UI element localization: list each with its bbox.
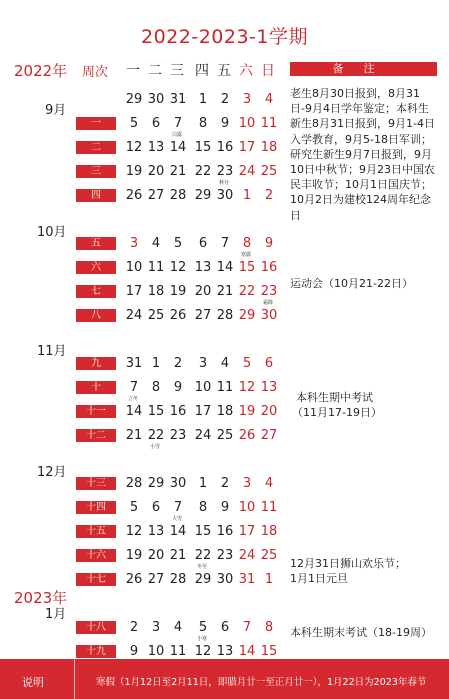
day-cell: 21: [216, 284, 234, 299]
week-column-header: 周次: [82, 65, 109, 80]
day-cell: 25: [260, 164, 278, 179]
day-cell: 28: [125, 476, 143, 491]
solar-term-label: 大雪: [171, 516, 182, 522]
day-cell: 10: [194, 380, 212, 395]
day-cell: 23: [169, 428, 187, 443]
note-december-line1: 12月31日狮山欢乐节；: [290, 557, 406, 570]
year-label-2022: 2022年: [14, 62, 68, 80]
week-number-badge: 九: [76, 357, 116, 370]
week-number-badge: 十九: [76, 645, 116, 658]
day-cell: 25: [147, 308, 165, 323]
day-cell: 6: [198, 236, 208, 251]
day-cell: 26: [238, 428, 256, 443]
day-cell: 9: [220, 116, 230, 131]
day-cell: 18: [147, 284, 165, 299]
day-cell: 15: [238, 260, 256, 275]
day-cell: 30: [147, 92, 165, 107]
footer-text: 寒假（1月12日至2月11日，即腊月廿一至正月廿一），1月22日为2023年春节: [96, 677, 427, 688]
day-cell: 26: [169, 308, 187, 323]
footer-divider: [74, 659, 75, 699]
day-cell: 15: [194, 140, 212, 155]
day-cell: 6: [151, 500, 161, 515]
day-cell: 28: [169, 188, 187, 203]
weekday-tue: 二: [148, 63, 162, 79]
day-cell: 6: [151, 116, 161, 131]
day-cell: 3: [198, 356, 208, 371]
month-label-oct: 10月: [37, 225, 67, 240]
day-cell: 3: [242, 92, 252, 107]
week-number-badge: 十一: [76, 405, 116, 418]
day-cell: 31: [238, 572, 256, 587]
day-cell: 22: [238, 284, 256, 299]
day-cell: 2: [129, 620, 139, 635]
weekday-wed: 三: [170, 63, 184, 79]
page-title: 2022-2023-1学期: [140, 26, 308, 48]
solar-term-label: 小寒: [196, 636, 207, 642]
day-cell: 2: [173, 356, 183, 371]
day-cell: 4: [264, 476, 274, 491]
day-cell: 31: [125, 356, 143, 371]
day-cell: 14: [125, 404, 143, 419]
day-cell: 9: [129, 644, 139, 659]
day-cell: 10: [238, 500, 256, 515]
day-cell: 26: [125, 572, 143, 587]
year-label-2023: 2023年: [14, 589, 68, 607]
day-cell: 14: [238, 644, 256, 659]
day-cell: 7: [173, 500, 183, 515]
month-label-jan: 1月: [45, 607, 67, 622]
day-cell: 29: [238, 308, 256, 323]
week-number-badge: 十三: [76, 477, 116, 490]
day-cell: 24: [194, 428, 212, 443]
day-cell: 6: [220, 620, 230, 635]
day-cell: 14: [169, 524, 187, 539]
weekday-sat: 六: [239, 63, 253, 79]
day-cell: 21: [169, 548, 187, 563]
day-cell: 7: [173, 116, 183, 131]
day-cell: 31: [169, 92, 187, 107]
day-cell: 11: [216, 380, 234, 395]
day-cell: 12: [238, 380, 256, 395]
day-cell: 11: [260, 116, 278, 131]
week-number-badge: 十四: [76, 501, 116, 514]
day-cell: 7: [129, 380, 139, 395]
day-cell: 2: [220, 476, 230, 491]
solar-term-label: 寒露: [240, 252, 251, 258]
day-cell: 12: [194, 644, 212, 659]
day-cell: 11: [260, 500, 278, 515]
day-cell: 5: [242, 356, 252, 371]
day-cell: 27: [147, 572, 165, 587]
day-cell: 27: [194, 308, 212, 323]
day-cell: 25: [260, 548, 278, 563]
day-cell: 15: [194, 524, 212, 539]
day-cell: 1: [198, 92, 208, 107]
day-cell: 8: [264, 620, 274, 635]
day-cell: 21: [125, 428, 143, 443]
day-cell: 3: [242, 476, 252, 491]
day-cell: 18: [260, 140, 278, 155]
note-november-line2: （11月17-19日）: [292, 406, 382, 419]
month-label-nov: 11月: [37, 344, 67, 359]
day-cell: 10: [147, 644, 165, 659]
day-cell: 5: [198, 620, 208, 635]
day-cell: 6: [264, 356, 274, 371]
footer-label: 说明: [22, 676, 44, 689]
solar-term-label: 冬至: [196, 564, 207, 570]
day-cell: 8: [198, 116, 208, 131]
day-cell: 24: [238, 164, 256, 179]
day-cell: 1: [198, 476, 208, 491]
note-december-line2: 1月1日元旦: [290, 572, 348, 585]
solar-term-label: 白露: [171, 132, 182, 138]
day-cell: 11: [147, 260, 165, 275]
day-cell: 28: [169, 572, 187, 587]
day-cell: 5: [173, 236, 183, 251]
day-cell: 5: [129, 116, 139, 131]
week-number-badge: 二: [76, 141, 116, 154]
day-cell: 18: [260, 524, 278, 539]
day-cell: 3: [151, 620, 161, 635]
day-cell: 12: [125, 140, 143, 155]
solar-term-label: 小雪: [149, 444, 160, 450]
day-cell: 20: [260, 404, 278, 419]
day-cell: 11: [169, 644, 187, 659]
day-cell: 20: [147, 548, 165, 563]
day-cell: 12: [169, 260, 187, 275]
day-cell: 8: [151, 380, 161, 395]
day-cell: 29: [147, 476, 165, 491]
day-cell: 24: [125, 308, 143, 323]
week-number-badge: 三: [76, 165, 116, 178]
day-cell: 24: [238, 548, 256, 563]
day-cell: 9: [173, 380, 183, 395]
week-number-badge: 十五: [76, 525, 116, 538]
day-cell: 19: [169, 284, 187, 299]
day-cell: 30: [216, 188, 234, 203]
day-cell: 29: [194, 572, 212, 587]
day-cell: 16: [260, 260, 278, 275]
day-cell: 13: [147, 524, 165, 539]
day-cell: 9: [264, 236, 274, 251]
day-cell: 22: [147, 428, 165, 443]
day-cell: 17: [125, 284, 143, 299]
day-cell: 26: [125, 188, 143, 203]
day-cell: 1: [264, 572, 274, 587]
day-cell: 12: [125, 524, 143, 539]
solar-term-label: 立冬: [127, 396, 138, 402]
day-cell: 16: [169, 404, 187, 419]
day-cell: 14: [216, 260, 234, 275]
day-cell: 25: [216, 428, 234, 443]
day-cell: 10: [238, 116, 256, 131]
notes-column-header: 备注: [290, 62, 437, 76]
day-cell: 27: [260, 428, 278, 443]
day-cell: 2: [264, 188, 274, 203]
week-number-badge: 八: [76, 309, 116, 322]
day-cell: 5: [129, 500, 139, 515]
day-cell: 8: [198, 500, 208, 515]
weekday-thu: 四: [195, 63, 209, 79]
day-cell: 4: [220, 356, 230, 371]
day-cell: 29: [125, 92, 143, 107]
week-number-badge: 五: [76, 237, 116, 250]
day-cell: 28: [216, 308, 234, 323]
week-number-badge: 十七: [76, 573, 116, 586]
weekday-sun: 日: [261, 63, 275, 79]
day-cell: 18: [216, 404, 234, 419]
day-cell: 1: [151, 356, 161, 371]
day-cell: 10: [125, 260, 143, 275]
day-cell: 4: [173, 620, 183, 635]
day-cell: 3: [129, 236, 139, 251]
week-number-badge: 一: [76, 117, 116, 130]
day-cell: 15: [147, 404, 165, 419]
day-cell: 30: [260, 308, 278, 323]
week-number-badge: 十: [76, 381, 116, 394]
note-november-line1: 本科生期中考试: [296, 391, 373, 404]
day-cell: 20: [194, 284, 212, 299]
day-cell: 4: [151, 236, 161, 251]
day-cell: 19: [125, 164, 143, 179]
day-cell: 13: [147, 140, 165, 155]
day-cell: 17: [194, 404, 212, 419]
day-cell: 13: [260, 380, 278, 395]
day-cell: 14: [169, 140, 187, 155]
week-number-badge: 十六: [76, 549, 116, 562]
day-cell: 23: [216, 164, 234, 179]
day-cell: 30: [169, 476, 187, 491]
day-cell: 7: [220, 236, 230, 251]
day-cell: 19: [125, 548, 143, 563]
week-number-badge: 十八: [76, 621, 116, 634]
day-cell: 23: [216, 548, 234, 563]
week-number-badge: 七: [76, 285, 116, 298]
day-cell: 17: [238, 140, 256, 155]
day-cell: 22: [194, 548, 212, 563]
solar-term-label: 秋分: [218, 180, 229, 186]
day-cell: 4: [264, 92, 274, 107]
day-cell: 1: [242, 188, 252, 203]
day-cell: 13: [216, 644, 234, 659]
day-cell: 19: [238, 404, 256, 419]
day-cell: 16: [216, 140, 234, 155]
day-cell: 21: [169, 164, 187, 179]
day-cell: 27: [147, 188, 165, 203]
month-label-dec: 12月: [37, 465, 67, 480]
day-cell: 2: [220, 92, 230, 107]
day-cell: 29: [194, 188, 212, 203]
week-number-badge: 六: [76, 261, 116, 274]
day-cell: 7: [242, 620, 252, 635]
day-cell: 20: [147, 164, 165, 179]
weekday-fri: 五: [217, 63, 231, 79]
day-cell: 8: [242, 236, 252, 251]
day-cell: 23: [260, 284, 278, 299]
day-cell: 30: [216, 572, 234, 587]
solar-term-label: 霜降: [262, 300, 273, 306]
note-january: 本科生期末考试（18-19周）: [290, 626, 432, 639]
day-cell: 9: [220, 500, 230, 515]
week-number-badge: 四: [76, 189, 116, 202]
day-cell: 22: [194, 164, 212, 179]
day-cell: 13: [194, 260, 212, 275]
month-label-sep: 9月: [45, 103, 67, 118]
note-september: 老生8月30日报到，8月31日-9月4日学年鉴定；本科生新生8月31日报到，9月1-4日入学教育，9月5-18日军训；研究生新生9月7日报到，9月10日中秋节；9月23日中国农民丰收节；10月1日国庆节；10月2日为建校124周年纪念日: [290, 87, 435, 222]
note-october: 运动会（10月21-22日）: [290, 277, 413, 290]
week-number-badge: 十二: [76, 429, 116, 442]
day-cell: 15: [260, 644, 278, 659]
weekday-mon: 一: [126, 63, 140, 79]
day-cell: 16: [216, 524, 234, 539]
day-cell: 17: [238, 524, 256, 539]
